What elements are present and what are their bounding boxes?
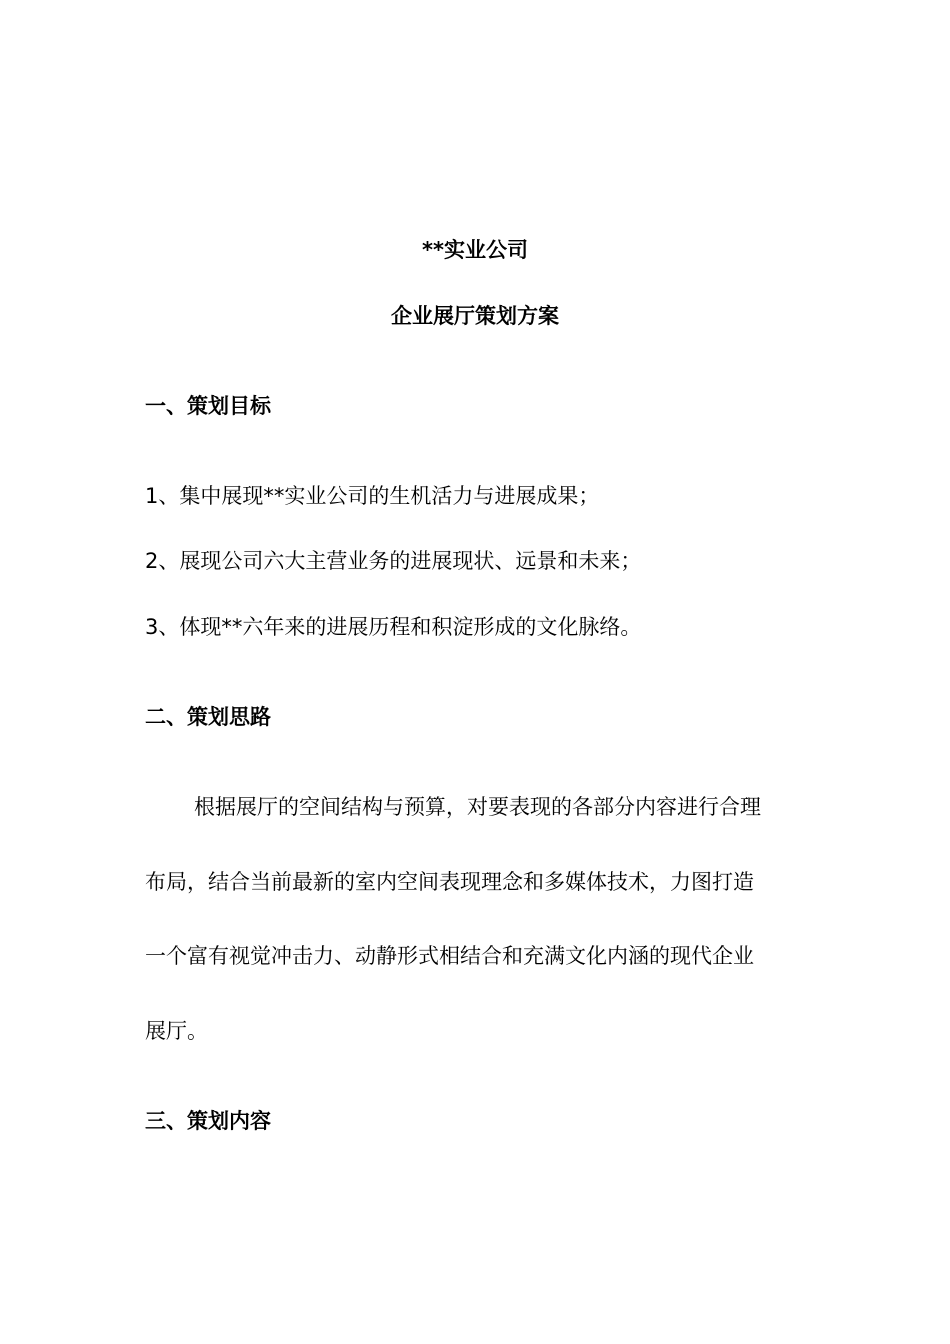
goal-item-3: 3、体现**六年来的进展历程和积淀形成的文化脉络。 (145, 615, 642, 639)
plan-title: 企业展厅策划方案 (391, 304, 559, 328)
section-heading-content: 三、策划内容 (145, 1109, 271, 1133)
section-heading-approach: 二、策划思路 (145, 705, 271, 729)
company-title: **实业公司 (422, 238, 528, 262)
goal-item-2: 2、展现公司六大主营业务的进展现状、远景和未来； (145, 549, 642, 573)
approach-paragraph-line-1: 根据展厅的空间结构与预算，对要表现的各部分内容进行合理 (194, 795, 761, 819)
goal-item-1: 1、集中展现**实业公司的生机活力与进展成果； (145, 484, 600, 508)
approach-paragraph-line-4: 展厅。 (145, 1019, 208, 1043)
approach-paragraph-line-2: 布局，结合当前最新的室内空间表现理念和多媒体技术，力图打造 (145, 870, 754, 894)
section-heading-goals: 一、策划目标 (145, 394, 271, 418)
approach-paragraph-line-3: 一个富有视觉冲击力、动静形式相结合和充满文化内涵的现代企业 (145, 944, 754, 968)
